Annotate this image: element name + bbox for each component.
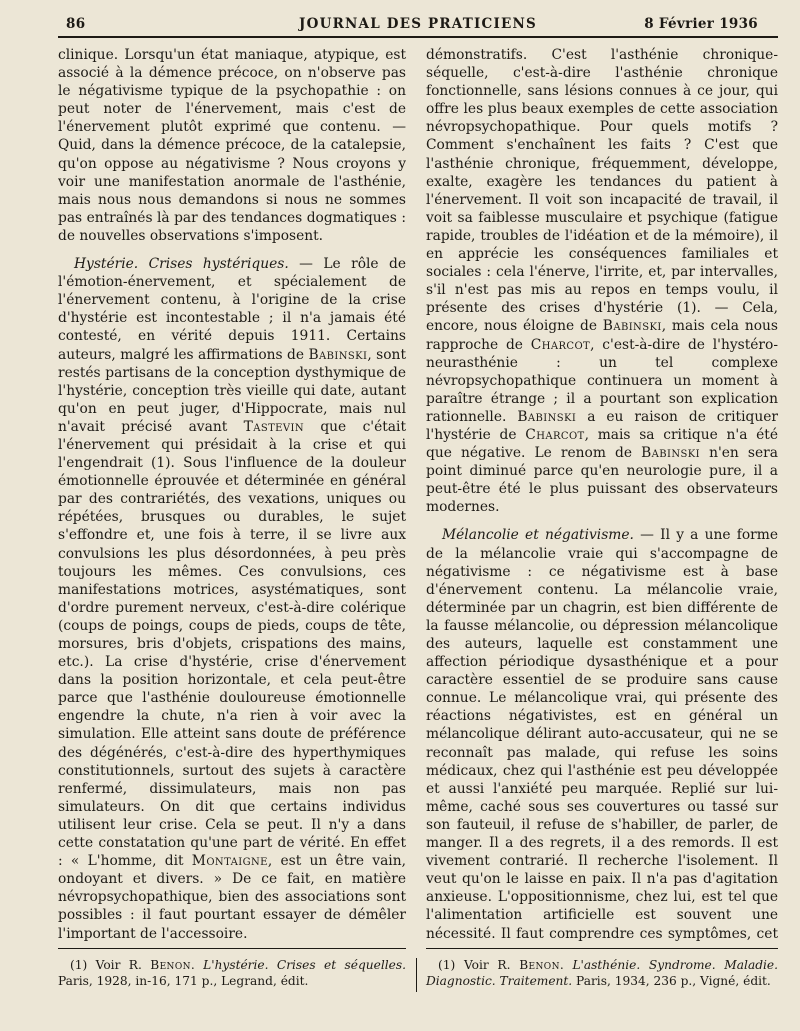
footnote-right: (1) Voir R. Benon. L'asthénie. Syndrome. Maladie. Diagnostic. Traitement. Paris, 1934, 236 p., Vigné, édit. xyxy=(426,958,778,988)
footnote-left: (1) Voir R. Benon. L'hystérie. Crises et séquelles. Paris, 1928, in-16, 171 p., Legrand, édit. xyxy=(58,958,406,988)
author-name: Babinski xyxy=(602,318,662,335)
section-heading-hysterie: Hystérie. Crises hystériques. xyxy=(74,256,289,273)
author-name: Babinski xyxy=(517,408,577,425)
footnote-rule-left xyxy=(58,948,406,949)
author-name: Babinski xyxy=(308,346,368,363)
right-column xyxy=(426,46,778,941)
footnote-author: Benon xyxy=(519,958,560,972)
paragraph-melancolie: Mélancolie et négativisme. — Il y a une forme de la mélancolie vraie qui s'accompagne de négativisme : ce négativisme est à base d'énervement contenu. La mélancolie vraie, déterminée par un chagrin, est bien différente de la fausse mélancolie, ou dépression mélancolique des auteurs, laquelle est constamment une affection périodique dysasthénique et a pour caractère essentiel de se produire sans cause connue. Le mélancolique vrai, qui présente des réactions négativistes, est en général un mélancolique délirant auto-accusateur, qui ne se reconnaît pas malade, qui refuse les soins médicaux, chez qui l'asthénie est peu développée et aussi l'anxiété peu marquée. Replié sur lui-même, caché sous ses couvertures ou tassé sur son fauteuil, il refuse de s'habiller, de parler, de manger. Il a des regrets, il a des remords. Il est vivement contrarié. Il recherche l'isolement. Il veut qu'on le laisse en paix. Il n'a pas d'agitation anxieuse. L'oppositionnisme, chez lui, est tel que l'alimentation artificielle est souvent une nécessité. Il faut comprendre ces symptômes, cet xyxy=(426,527,778,941)
page-number: 86 xyxy=(66,16,86,32)
paragraph-hysterie: Hystérie. Crises hystériques. — Le rôle de l'émotion-énervement, et spécialement de l'énervement contenu, à l'origine de la crise d'hystérie est incontestable ; il n'a jamais été contesté, en vérité depuis 1911. Certains auteurs, malgré les affirmations de Babinski, sont restés partisans de la conception dysthymique de l'hystérie, conception très vieille qui date, autant qu'on en peut juger, d'Hippocrate, mais nul n'avait précisé avant Tastevin que c'était l'énervement qui présidait à la crise et qui l'engendrait (1). Sous l'influence de la douleur émotionnelle éprouvée et déterminée en général par des contrariétés, des vexations, uniques ou répétées, brusques ou durables, le sujet s'effondre et, une fois à terre, il se livre aux convulsions les plus désordonnées, à peu près toujours les mêmes. Ces convulsions, ces manifestations motrices, asystématiques, sont d'ordre purement nerveux, c'est-à-dire colérique (coups de poings, coups de pieds, coups de tête, morsures, bris d'objets, crispations des mains, etc.). La crise d'hystérie, crise d'énervement dans la position horizontale, et cela peut-être parce que l'asthénie douloureuse émotionnelle engendre la chute, n'a rien à voir avec la simulation. Elle atteint sans doute de préférence des dégénérés, c'est-à-dire des hyperthymiques constitutionnels, surtout des sujets à caractère renfermé, dissimulateurs, mais non pas simulateurs. On dit que certains individus utilisent leur crise. Cela se peut. Il n'y a dans cette constatation qu'une part de vérité. En effet : « L'homme, dit Montaigne, est un être vain, ondoyant et divers. » De ce fait, en matière névropsychopathique, bien des associations sont possibles : il faut pourtant essayer de démêler l'important de l'accessoire. xyxy=(58,256,406,941)
footnote-book-title: L'hystérie. Crises et séquelles. xyxy=(203,958,406,972)
author-name: Babinski xyxy=(641,445,700,462)
footnote-author: Benon xyxy=(150,958,191,972)
section-heading-melancolie: Mélancolie et négativisme. xyxy=(442,527,634,544)
paragraph-catalepsie: clinique. Lorsqu'un état maniaque, atypique, est associé à la démence précoce, on n'observe pas le négativisme typique de la psychopathie : on peut noter de l'énervement, mais c'est de l'énervement plutôt exprimé que contenu. — Quid, dans la démence précoce, de la catalepsie, qu'on oppose au négativisme ? Nous croyons y voir une manifestation anormale de l'asthénie, mais nous nous demandons si nous ne sommes pas entraînés là par des tendances dogmatiques : de nouvelles observations s'imposent. xyxy=(58,47,406,244)
author-name: Charcot xyxy=(525,426,585,443)
footnote-rule-right xyxy=(426,948,778,949)
issue-date: 8 Février 1936 xyxy=(644,16,758,32)
running-header xyxy=(58,16,778,38)
footnote-book-title: L'asthénie. Syndrome. Maladie. Diagnostic. Traitement. xyxy=(426,958,778,988)
paragraph-demonstratifs: démonstratifs. C'est l'asthénie chronique-séquelle, c'est-à-dire l'asthénie chronique fonctionnelle, sans lésions connues à ce jour, qui offre les plus beaux exemples de cette association névropsychopathique. Pour quels motifs ? Comment s'enchaînent les faits ? C'est que l'asthénie chronique, fréquemment, développe, exalte, exagère les tendances du patient à l'énervement. Il voit son incapacité de travail, il voit sa faiblesse musculaire et psychique (fatigue rapide, troubles de l'idéation et de la mémoire), il en apprécie les conséquences familiales et sociales : cela l'énerve, l'irrite, et, par intervalles, s'il n'est pas mis au repos en temps voulu, il présente des crises d'hystérie (1). — Cela, encore, nous éloigne de Babinski, mais cela nous rapproche de Charcot, c'est-à-dire de l'hystéro-neurasthénie : un tel complexe névropsychopathique continuera un moment à paraître étrange ; il a pourtant son explication rationnelle. Babinski a eu raison de critiquer l'hystérie de Charcot, mais sa critique n'a été que négative. Le renom de Babinski n'en sera point diminué parce qu'en neurologie pure, il a peut-être été le plus puissant des observateurs modernes. xyxy=(426,47,778,516)
author-name: Montaigne xyxy=(191,853,268,870)
author-name: Charcot xyxy=(530,336,591,353)
left-column xyxy=(58,46,406,941)
author-name: Tastevin xyxy=(243,418,304,435)
footnote-divider xyxy=(416,958,417,992)
journal-title: JOURNAL DES PRATICIENS xyxy=(299,16,537,32)
header-rule xyxy=(58,36,778,38)
